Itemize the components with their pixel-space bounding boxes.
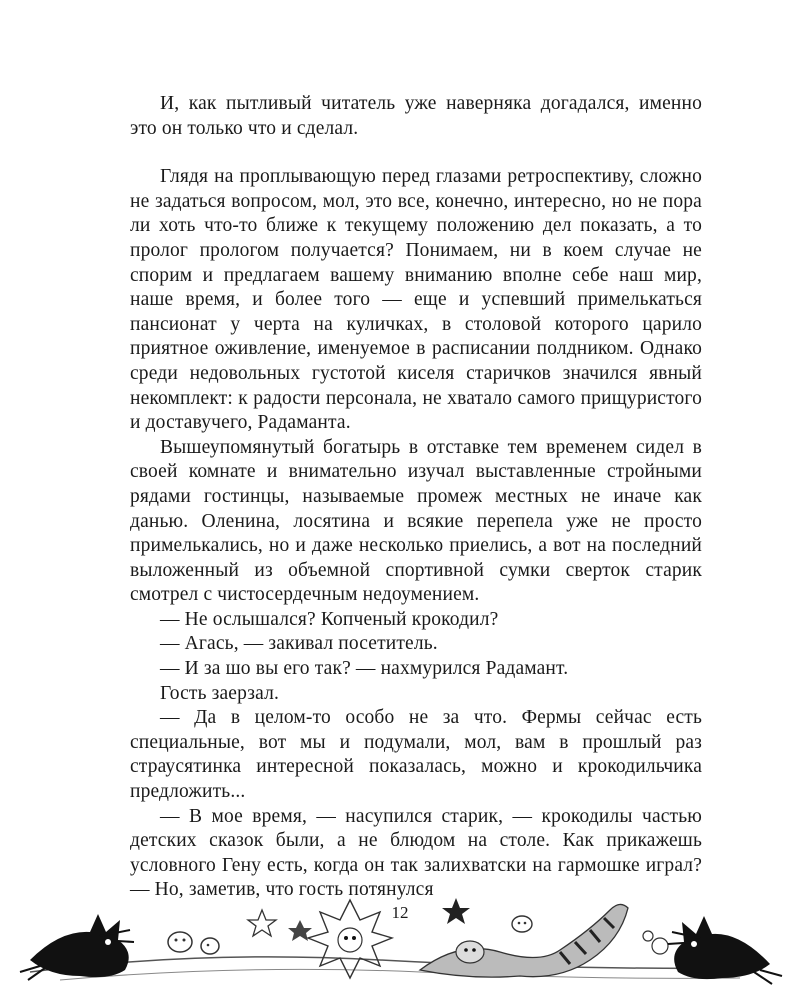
- paragraph: Вышеупомянутый богатырь в отставке тем временем сидел в своей комнате и внимательно изучал выставленные стройными рядами гостинцы, называемые промеж местных не иначе как данью. Оленина, лосятина и всякие перепела уже не просто примелькались, но и даже несколько приелись, а вот на последний выложенный из объемной спортивной сумки сверток старик смотрел с чистосердечным недоумением.: [130, 436, 702, 606]
- paragraph-opening: И, как пытливый читатель уже наверняка догадался, именно это он только что и сделал.: [130, 93, 702, 139]
- dialogue-line: — Да в целом-то особо не за что. Фермы сейчас есть специальные, вот мы и подумали, мол, вам в прошлый раз страусятинка интересной показалась, можно и крокодильчика предложить...: [130, 707, 702, 803]
- footer-decoration: [0, 880, 800, 1000]
- black-cat-right-icon: [668, 916, 782, 984]
- swoosh-line-icon: [30, 957, 760, 972]
- dialogue-line: — Агась, — закивал посетитель.: [160, 633, 438, 655]
- paragraph: Глядя на проплывающую перед глазами ретроспективу, сложно не задаться вопросом, мол, это все, конечно, интересно, но не пора ли хоть что-то ближе к текущему положению дел показать, а то пролог прологом получается? Понимаем, ни в коем случае не спорим и предлагаем вашему вниманию вполне себе наш мир, наше время, и более того — еще и успевший примелькаться пансионат у черта на куличках, в столовой которого царило приятное оживление, именуемое в расписании полдником. Однако среди недовольных густотой киселя старичков значился явный некомплект: к радости персонала, не хватало самого прищуристого и доставучего, Радаманта.: [130, 166, 702, 434]
- section-break: [130, 141, 702, 165]
- paragraph: Гость заерзал.: [160, 682, 279, 704]
- small-creature-icon: [201, 938, 219, 954]
- dialogue-line: — И за шо вы его так? — нахмурился Радамант.: [160, 658, 569, 680]
- body-text: [130, 92, 702, 903]
- small-creature-icon: [168, 932, 192, 952]
- black-cat-left-icon: [20, 914, 134, 980]
- dialogue-line: — В мое время, — насупился старик, — крокодилы частью детских сказок были, а не блюдом на столе. Как прикажешь условного Гену есть, когда он так залихватски на гармошке играл? — Но, заметив, что гость потянулся: [130, 805, 702, 901]
- page-number: 12: [391, 903, 409, 922]
- swoosh-line-icon: [60, 969, 740, 980]
- flower-icon: [643, 931, 668, 954]
- dialogue-line: — Не ослышался? Копченый крокодил?: [160, 608, 499, 630]
